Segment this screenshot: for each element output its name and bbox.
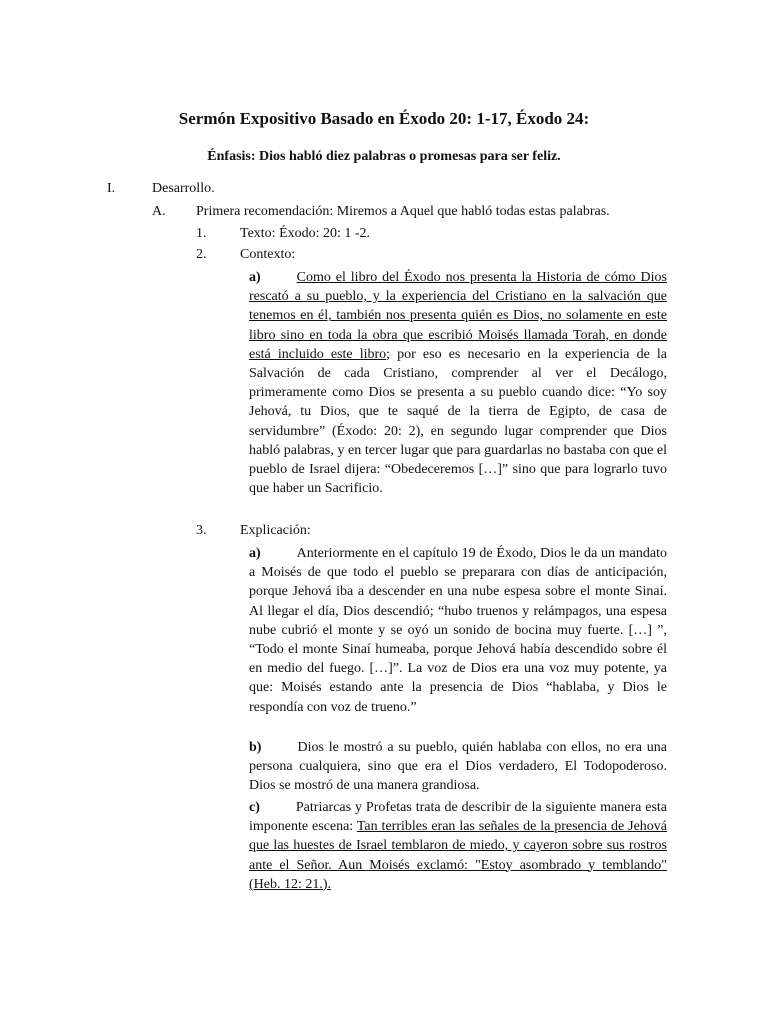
outline-marker-2: 2. <box>196 247 207 262</box>
paragraph-text: Patriarcas y Profetas trata de describir de la siguiente manera esta imponente escena: <box>249 800 667 835</box>
outline-marker-i: I. <box>107 181 116 196</box>
underlined-passage: Como el libro del Éxodo nos presenta la Historia de cómo Dios rescató a su pueblo, y la experiencia del Cristiano en la salvación que tenemos en él, también nos presenta quién es Dios, no solamente en este libro sino en toda la obra que escribió Moisés llamada Torah, en donde está incluido este libro <box>249 270 667 362</box>
paragraph-contexto-a <box>249 268 667 498</box>
underlined-quote: Tan terribles eran las señales de la presencia de Jehová que las huestes de Israel temblaron de miedo, y cayeron sobre sus rostros ante el Señor. Aun Moisés exclamó: "Estoy asombrado y temblando" (Heb. 12: 21.). <box>249 819 667 892</box>
document-title: Sermón Expositivo Basado en Éxodo 20: 1-17, Éxodo 24: <box>178 109 590 128</box>
paragraph-text: Anteriormente en el capítulo 19 de Éxodo, Dios le da un mandato a Moisés de que todo el pueblo se preparara con días de anticipación, porque Jehová iba a descender en una nube espesa sobre el monte Sinaí. Al llegar el día, Dios descendió; “hubo truenos y relámpagos, una espesa nube cubrió el monte y se oyó un sonido de bocina muy fuerte. […] ”, “Todo el monte Sinaí humeaba, porque Jehová había descendido sobre él en medio del fuego. […]”. La voz de Dios era una voz muy potente, ya que: Moisés estando ante la presencia de Dios “hablaba, y Dios le respondía con voz de trueno.” <box>249 546 667 715</box>
paragraph-text: ; por eso es necesario en la experiencia de la Salvación de cada Cristiano, comprender al ver el Decálogo, primeramente como Dios se presenta a su pueblo cuando dice: “Yo soy Jehová, tu Dios, que te saqué de la tierra de Egipto, de casa de servidumbre” (Éxodo: 20: 2), en segundo lugar comprender que Dios habló palabras, y en tercer lugar que para guardarlas no bastaba con que el pueblo de Israel dijera: “Obedeceremos […]” sino que para lograrlo tuvo que haber un Sacrificio. <box>249 346 667 497</box>
outline-heading-desarrollo: Desarrollo. <box>152 181 215 196</box>
paragraph-marker: a) <box>249 546 261 561</box>
outline-heading-primera-recomendacion: Primera recomendación: Miremos a Aquel que habló todas estas palabras. <box>196 204 610 219</box>
paragraph-explicacion-b <box>249 738 667 796</box>
outline-marker-3: 3. <box>196 523 207 538</box>
paragraph-marker: c) <box>249 800 260 815</box>
outline-marker-1: 1. <box>196 226 207 241</box>
paragraph-marker: a) <box>249 270 261 285</box>
paragraph-text: Dios le mostró a su pueblo, quién hablaba con ellos, no era una persona cualquiera, sino que era el Dios verdadero, El Todopoderoso. Dios se mostró de una manera grandiosa. <box>249 740 667 794</box>
outline-item-contexto: Contexto: <box>240 247 296 262</box>
paragraph-explicacion-a <box>249 544 667 717</box>
paragraph-marker: b) <box>249 740 262 755</box>
outline-marker-a: A. <box>152 204 166 219</box>
paragraph-explicacion-c <box>249 798 667 894</box>
document-subtitle: Énfasis: Dios habló diez palabras o promesas para ser feliz. <box>207 149 561 164</box>
outline-item-texto: Texto: Éxodo: 20: 1 -2. <box>240 226 371 241</box>
outline-item-explicacion: Explicación: <box>240 523 311 538</box>
